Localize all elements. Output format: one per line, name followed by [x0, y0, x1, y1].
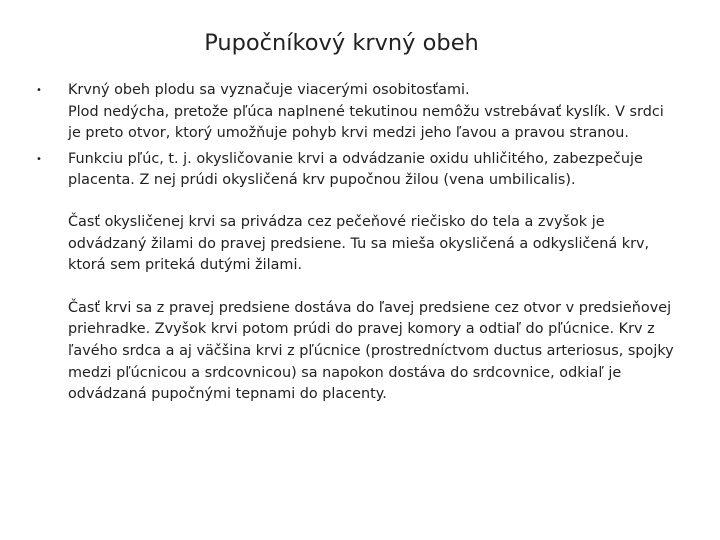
bullet-1-line-1: Krvný obeh plodu sa vyznačuje viacerými osobitosťami. [68, 82, 470, 98]
bullet-item-2 [36, 149, 686, 192]
bullet-2-line-2: placenta. Z nej prúdi okysličená krv pupočnou žilou (vena umbilicalis). [68, 172, 576, 189]
paragraph-1-line-2: odvádzaný žilami do pravej predsiene. Tu sa mieša okysličená a odkysličená krv, [68, 235, 650, 252]
bullet-icon: • [36, 85, 42, 96]
bullet-1-line-2: Plod nedýcha, pretože pľúca naplnené tekutinou nemôžu vstrebávať kyslík. V srdci [68, 103, 664, 120]
slide-content [36, 80, 686, 406]
paragraph-2-line-4: medzi pľúcnicou a srdcovnicou) sa napokon dostáva do srdcovnice, odkiaľ je [68, 364, 622, 381]
bullet-2-line-1: Funkciu pľúc, t. j. okysličovanie krvi a odvádzanie oxidu uhličitého, zabezpečuje [68, 150, 643, 167]
paragraph-2 [68, 298, 686, 406]
paragraph-2-line-1: Časť krvi sa z pravej predsiene dostáva do ľavej predsiene cez otvor v predsieňovej [68, 299, 672, 316]
bullet-list [36, 80, 686, 192]
paragraph-1-line-3: ktorá sem priteká dutými žilami. [68, 257, 303, 274]
paragraph-1 [68, 212, 686, 277]
bullet-1-line-3: je preto otvor, ktorý umožňuje pohyb krvi medzi jeho ľavou a pravou stranou. [68, 125, 629, 142]
slide-title: Pupočníkový krvný obeh [204, 30, 479, 56]
paragraph-1-line-1: Časť okysličenej krvi sa privádza cez pečeňové riečisko do tela a zvyšok je [68, 213, 605, 230]
bullet-item-1 [36, 80, 686, 145]
paragraph-2-line-3: ľavého srdca a aj väčšina krvi z pľúcnice (prostredníctvom ductus arteriosus, spojky [68, 342, 674, 359]
paragraph-2-line-5: odvádzaná pupočnými tepnami do placenty. [68, 386, 387, 403]
bullet-icon: • [36, 153, 42, 165]
paragraph-2-line-2: priehradke. Zvyšok krvi potom prúdi do pravej komory a odtiaľ do pľúcnice. Krv z [68, 321, 655, 338]
